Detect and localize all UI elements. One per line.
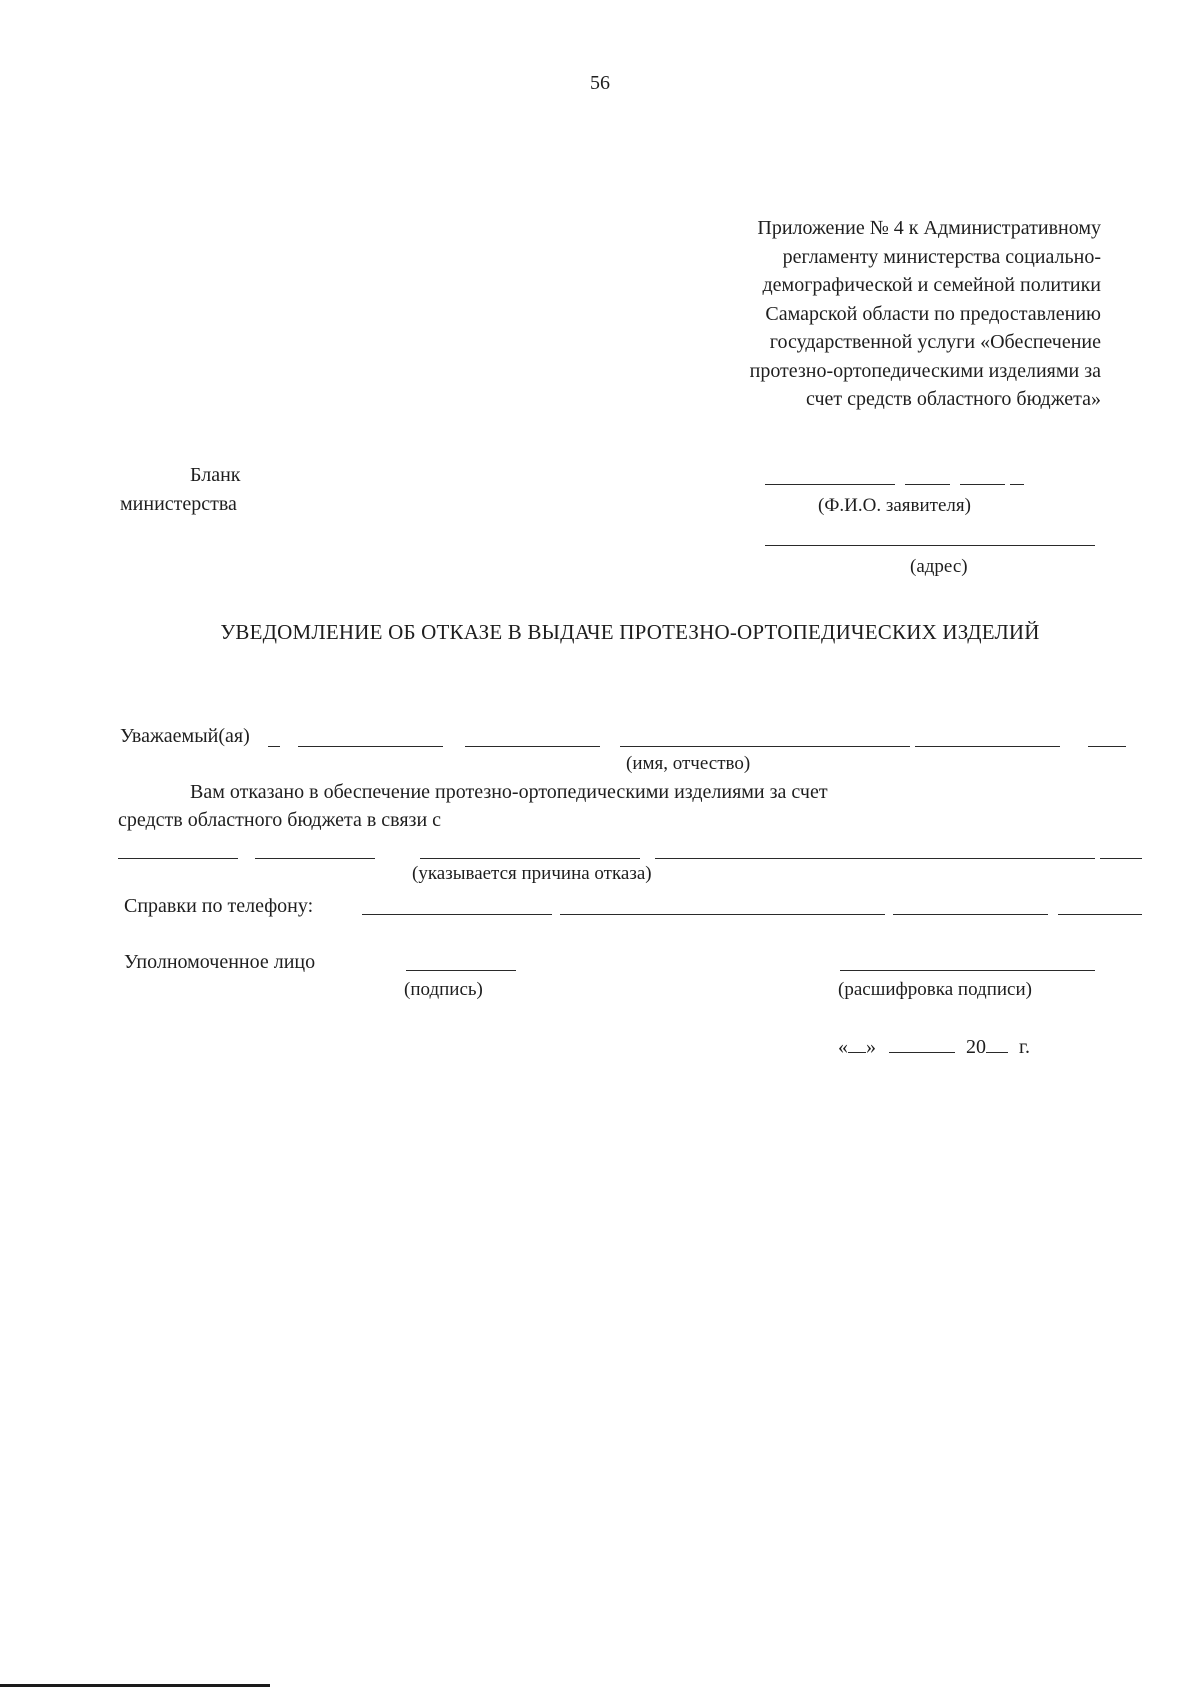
applicant-fio-field bbox=[905, 484, 950, 485]
reason-field bbox=[1100, 858, 1142, 859]
date-open-quote: « bbox=[838, 1036, 848, 1058]
signature-decode-field bbox=[840, 970, 1095, 971]
reason-field bbox=[420, 858, 640, 859]
appendix-line: государственной услуги «Обеспечение bbox=[769, 331, 1101, 353]
date-year-prefix: 20 bbox=[966, 1036, 986, 1058]
phone-field bbox=[560, 914, 885, 915]
applicant-fio-field bbox=[1010, 484, 1024, 485]
signature-decode-caption: (расшифровка подписи) bbox=[838, 979, 1032, 1000]
ministry-blank-label bbox=[120, 461, 241, 519]
name-field bbox=[268, 746, 280, 747]
applicant-fio-field bbox=[765, 484, 895, 485]
phone-field bbox=[893, 914, 1048, 915]
date-year-field bbox=[986, 1034, 1008, 1053]
reason-field bbox=[255, 858, 375, 859]
name-field bbox=[465, 746, 600, 747]
applicant-address-field bbox=[765, 545, 1095, 546]
page-number: 56 bbox=[590, 72, 610, 94]
date-month-field bbox=[889, 1034, 955, 1053]
appendix-line: демографической и семейной политики bbox=[762, 274, 1101, 296]
appendix-line: Самарской области по предоставлению bbox=[765, 302, 1101, 325]
applicant-fio-field bbox=[960, 484, 1005, 485]
appendix-header bbox=[621, 214, 1101, 414]
date-line bbox=[838, 1033, 1030, 1062]
reason-caption: (указывается причина отказа) bbox=[412, 863, 652, 884]
greeting-label: Уважаемый(ая) bbox=[120, 725, 250, 747]
authorized-person-label: Уполномоченное лицо bbox=[124, 951, 316, 973]
name-field bbox=[620, 746, 910, 747]
appendix-line: протезно-ортопедическими изделиями за bbox=[749, 359, 1101, 382]
reason-field bbox=[655, 858, 1095, 859]
reason-field bbox=[118, 858, 238, 859]
phone-field bbox=[1058, 914, 1142, 915]
appendix-line: Приложение № 4 к Административному bbox=[757, 217, 1101, 239]
phone-field bbox=[362, 914, 552, 915]
applicant-address-caption: (адрес) bbox=[910, 556, 968, 577]
signature-field bbox=[406, 970, 516, 971]
blank-line-2: министерства bbox=[120, 493, 237, 515]
name-field bbox=[915, 746, 1060, 747]
refusal-text-line-2: средств областного бюджета в связи с bbox=[118, 809, 442, 831]
appendix-line: счет средств областного бюджета» bbox=[805, 388, 1101, 410]
blank-line-1: Бланк bbox=[190, 464, 241, 486]
name-caption: (имя, отчество) bbox=[626, 753, 751, 774]
appendix-line: регламенту министерства социально- bbox=[782, 245, 1101, 268]
name-field bbox=[298, 746, 443, 747]
applicant-fio-caption: (Ф.И.О. заявителя) bbox=[818, 495, 971, 516]
refusal-text-line-1: Вам отказано в обеспечение протезно-ортопедическими изделиями за счет bbox=[190, 781, 828, 803]
signature-caption: (подпись) bbox=[404, 979, 483, 1000]
date-year-suffix: г. bbox=[1019, 1036, 1030, 1058]
document-title: УВЕДОМЛЕНИЕ ОБ ОТКАЗЕ В ВЫДАЧЕ ПРОТЕЗНО-ОРТОПЕДИЧЕСКИХ ИЗДЕЛИЙ bbox=[220, 620, 1040, 644]
name-field bbox=[1088, 746, 1126, 747]
date-close-quote: » bbox=[866, 1036, 876, 1058]
date-day-field bbox=[848, 1034, 866, 1053]
footer-rule bbox=[0, 1684, 270, 1687]
phone-label: Справки по телефону: bbox=[124, 895, 314, 917]
